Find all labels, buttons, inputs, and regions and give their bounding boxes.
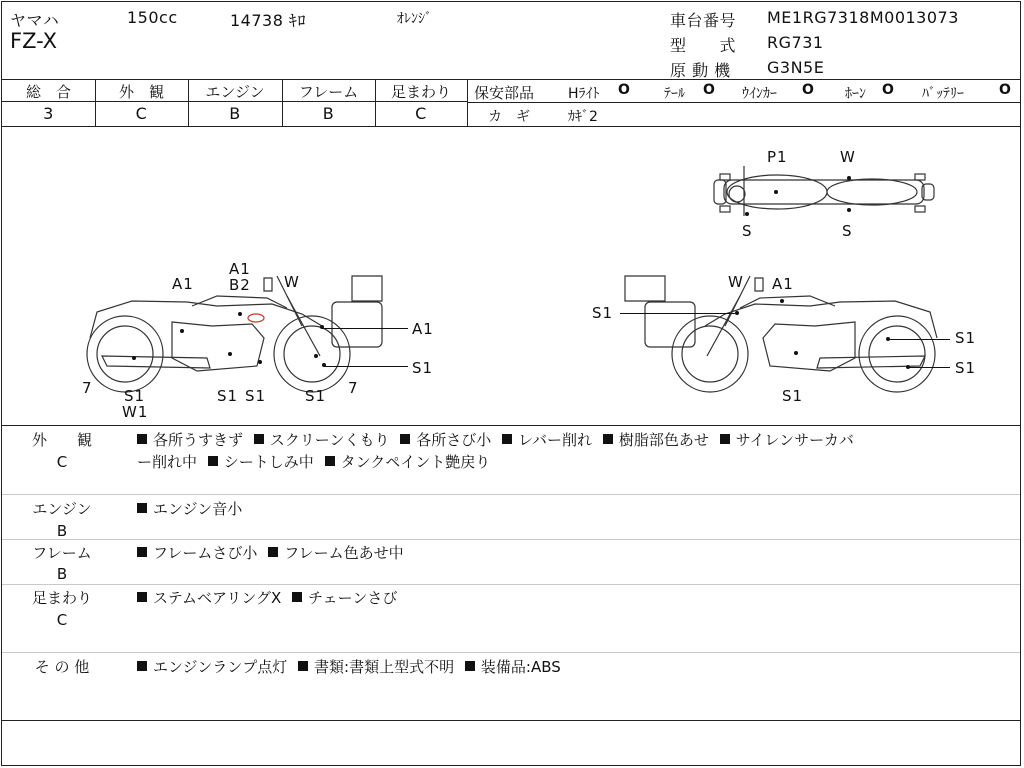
damage-point [132,356,136,360]
type-label: 型 式 [670,36,737,55]
remark-item: フレームさび小 [153,544,258,562]
remark-engine-line [137,498,248,520]
leader-line [888,339,950,340]
remark-item: シートしみ中 [223,453,314,471]
mileage: 14738 ｷﾛ [230,11,306,30]
leader-line [620,313,735,314]
maker: ヤマハ [10,11,60,30]
remark-item: 書類:書類上型式不明 [314,658,455,676]
engine-value: G3N5E [767,58,825,77]
remark-item: チェーンさび [308,589,398,607]
safety-headlight-label: Hﾗｲﾄ [568,86,600,102]
remark-item: スクリーンくもり [269,431,390,449]
bullet-icon [720,434,730,444]
key-value: ｶｷﾞ2 [568,109,598,125]
damage-mark-b2-left: B2 [229,276,251,294]
remark-item: サイレンサーカバ [735,431,854,449]
damage-mark-w-right: W [728,273,744,291]
damage-point [238,312,242,316]
damage-mark-s1-left-front: S1 [412,359,434,377]
remark-exterior-label: 外 観 [31,431,92,449]
safety-winker-mark: O [802,82,814,98]
divider [2,539,1020,540]
remark-engine-label: エンジン [32,500,92,518]
bullet-icon [400,434,410,444]
bullet-icon [254,434,264,444]
grade-frame-label: フレーム [298,83,359,101]
remark-item: エンジン音小 [153,500,243,518]
grade-engine-label: エンジン [205,83,265,101]
divider [2,494,1020,495]
damage-mark-s1-right-cowl: S1 [592,304,614,322]
safety-title: 保安部品 [474,84,535,102]
remark-item: フレーム色あせ中 [284,544,404,562]
safety-tail-label: ﾃｰﾙ [664,86,685,102]
damage-diagram [2,126,1020,426]
damage-mark-s-top-left: S [742,222,753,240]
damage-mark-s1-right-muffler: S1 [955,329,977,347]
safety-tail-mark: O [703,82,715,98]
remark-suspension-line [137,587,403,609]
damage-point [794,351,798,355]
bullet-icon [208,456,218,466]
remark-item: エンジンランプ点灯 [153,658,288,676]
grade-suspension-label: 足まわり [390,83,451,101]
inspection-sheet [1,1,1021,766]
bullet-icon [137,661,147,671]
divider [2,79,1020,80]
bullet-icon [137,592,147,602]
damage-point [228,352,232,356]
damage-point [847,176,851,180]
leader-line [322,328,408,329]
bullet-icon [465,661,475,671]
remark-item: 各所さび小 [416,431,492,449]
bullet-icon [137,503,147,513]
type-value: RG731 [767,33,824,52]
grade-exterior-label: 外 観 [118,83,164,101]
damage-mark-a1-left-cowl: A1 [412,320,434,338]
damage-mark-w-left: W [284,273,300,291]
damage-mark-w-top: W [840,148,856,166]
damage-mark-7-left-front: 7 [348,379,359,397]
divider [2,584,1020,585]
damage-mark-s1-left-fork: S1 [305,387,327,405]
bullet-icon [268,547,278,557]
remark-frame-line [137,542,410,564]
chassis-number: ME1RG7318M0013073 [767,8,959,27]
damage-mark-p1-top: P1 [767,148,788,166]
remark-exterior-line1 [137,429,860,451]
damage-mark-s1-right-engine: S1 [782,387,804,405]
damage-point [774,190,778,194]
leader-line [908,367,950,368]
damage-point [314,354,318,358]
remark-other-label: そ の 他 [34,658,90,676]
damage-mark-s1-left-muffler: S1 [124,387,146,405]
remark-item: ー削れ中 [137,453,198,471]
safety-winker-label: ｳｲﾝｶｰ [742,86,777,102]
bullet-icon [502,434,512,444]
bullet-icon [137,547,147,557]
remark-engine-grade: B [56,522,68,540]
grade-total-value: 3 [43,104,54,123]
remark-exterior-line2 [137,451,496,473]
key-label: カ ギ [488,109,530,125]
divider [2,652,1020,653]
damage-mark-s1-right-wheel: S1 [955,359,977,377]
model-name: FZ-X [10,29,58,53]
damage-point [258,360,262,364]
grade-suspension-value: C [415,104,427,123]
damage-mark-s1-left-engine: S1 [217,387,239,405]
damage-mark-a1-left-tank: A1 [229,260,251,278]
grade-engine-value: B [229,104,241,123]
remark-exterior-grade: C [56,453,68,471]
remark-frame-label: フレーム [32,544,92,562]
damage-mark-a1-right: A1 [772,275,794,293]
safety-battery-mark: O [999,82,1011,98]
safety-horn-label: ﾎｰﾝ [845,86,866,102]
damage-mark-w1-left: W1 [122,403,149,421]
color: ｵﾚﾝｼﾞ [397,11,432,27]
damage-mark-7-left-rear: 7 [82,379,93,397]
damage-point [180,329,184,333]
remark-item: 樹脂部色あせ [618,431,709,449]
safety-battery-label: ﾊﾞｯﾃﾘｰ [922,86,964,102]
remark-frame-grade: B [56,565,68,583]
remark-suspension-label: 足まわり [31,589,92,607]
safety-headlight-mark: O [618,82,630,98]
bullet-icon [292,592,302,602]
remark-item: タンクペイント艶戻り [340,453,491,471]
remark-suspension-grade: C [56,611,68,629]
chassis-label: 車台番号 [670,11,737,30]
displacement: 150cc [127,8,178,27]
remark-item: レバー削れ [518,431,593,449]
damage-point [847,208,851,212]
leader-line [324,366,408,367]
bullet-icon [137,434,147,444]
grade-total-label: 総 合 [25,83,71,101]
bullet-icon [603,434,613,444]
bullet-icon [298,661,308,671]
engine-label: 原 動 機 [670,61,731,80]
damage-point [745,212,749,216]
damage-mark-s1-left-exhaust: S1 [245,387,267,405]
grade-exterior-value: C [135,104,148,123]
remark-item: 装備品:ABS [480,658,561,676]
remark-item: 各所うすきず [153,431,244,449]
remark-item: ステムベアリングX [153,589,282,607]
bike-top-view [714,166,934,216]
damage-mark-a1-left-seat: A1 [172,275,194,293]
divider [2,720,1020,721]
damage-point [780,299,784,303]
remark-other-line [137,656,567,678]
bike-right-view [625,276,937,392]
safety-horn-mark: O [882,82,894,98]
damage-mark-s-top-right: S [842,222,853,240]
divider [2,425,1020,426]
grade-frame-value: B [322,104,335,123]
bullet-icon [325,456,335,466]
damage-point [735,311,739,315]
